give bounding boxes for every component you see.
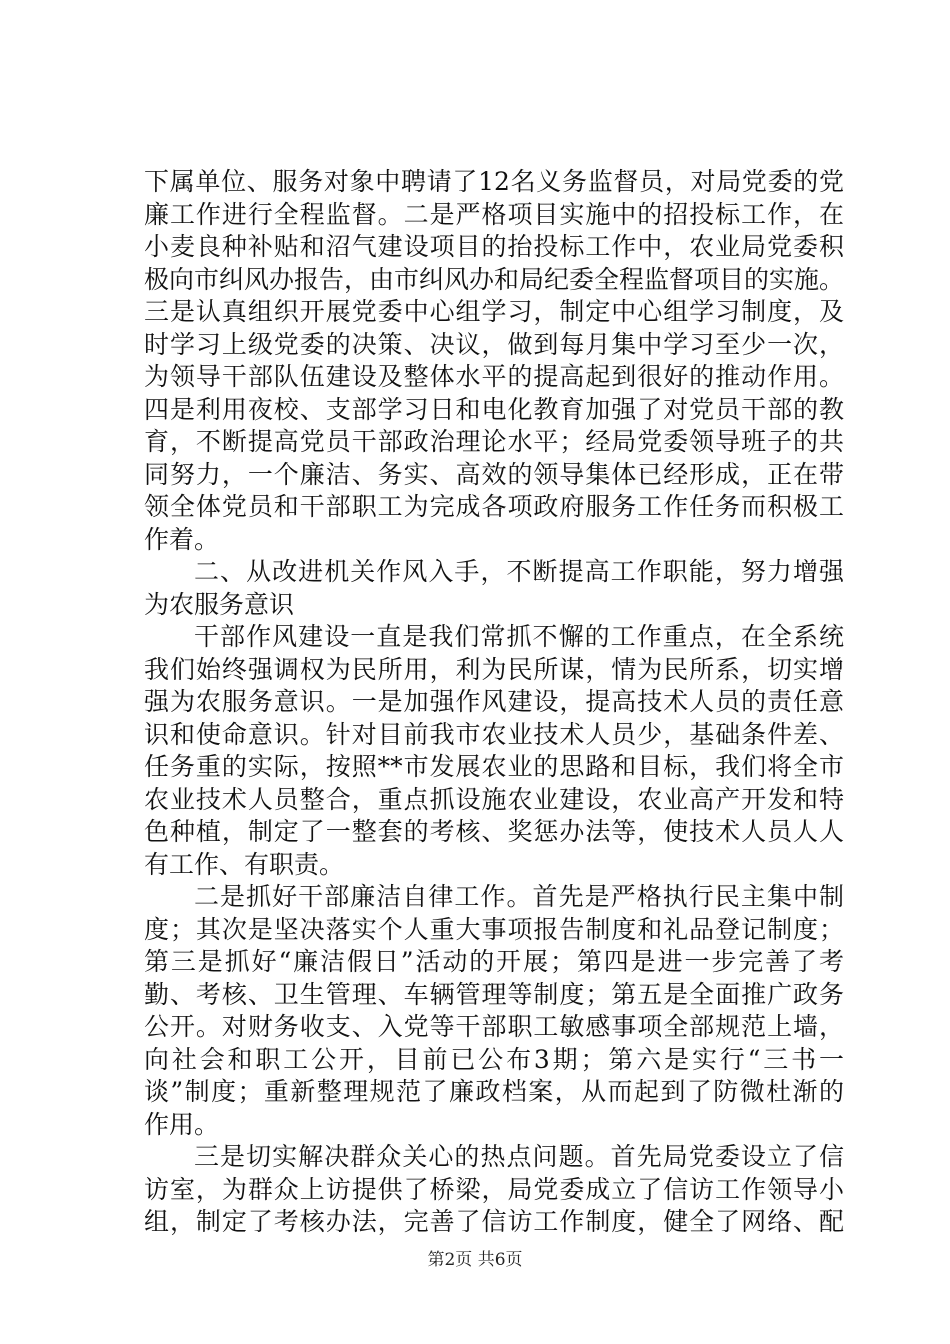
text-line: 色种植，制定了一整套的考核、奖惩办法等，使技术人员人人: [144, 817, 844, 846]
page-footer: 第2页 共6页: [427, 1250, 523, 1270]
text-line: 时学习上级党委的决策、决议，做到每月集中学习至少一次，: [144, 329, 844, 359]
text-line: 二是抓好干部廉洁自律工作。首先是严格执行民主集中制: [194, 882, 844, 911]
text-line: 同努力，一个廉洁、务实、高效的领导集体已经形成，正在带: [144, 459, 844, 489]
text-line: 三是认真组织开展党委中心组学习，制定中心组学习制度，及: [144, 297, 844, 326]
text-line: 为农服务意识: [144, 589, 295, 619]
text-line: 向社会和职工公开，目前已公布3期；第六是实行“三书一: [144, 1044, 844, 1074]
text-line: 强为农服务意识。一是加强作风建设，提高技术人员的责任意: [144, 687, 844, 716]
text-line: 农业技术人员整合，重点抓设施农业建设，农业高产开发和特: [144, 784, 844, 814]
text-line: 勤、考核、卫生管理、车辆管理等制度；第五是全面推广政务: [144, 979, 844, 1009]
text-line: 二、从改进机关作风入手，不断提高工作职能，努力增强: [194, 557, 844, 586]
text-line: 廉工作进行全程监督。二是严格项目实施中的招投标工作，在: [144, 199, 844, 229]
text-line: 三是切实解决群众关心的热点问题。首先局党委设立了信: [194, 1142, 844, 1171]
text-line: 我们始终强调权为民所用，利为民所谋，情为民所系，切实增: [144, 654, 844, 684]
text-line: 四是利用夜校、支部学习日和电化教育加强了对党员干部的教: [144, 394, 844, 424]
text-line: 领全体党员和干部职工为完成各项政府服务工作任务而积极工: [144, 492, 844, 521]
text-line: 访室，为群众上访提供了桥梁，局党委成立了信访工作领导小: [144, 1174, 844, 1204]
text-line: 公开。对财务收支、入党等干部职工敏感事项全部规范上墙，: [144, 1012, 844, 1041]
text-line: 下属单位、服务对象中聘请了12名义务监督员，对局党委的党: [144, 167, 844, 196]
document-body: [144, 166, 844, 1239]
text-line: 谈”制度；重新整理规范了廉政档案，从而起到了防微杜渐的: [144, 1077, 844, 1106]
text-line: 育，不断提高党员干部政治理论水平；经局党委领导班子的共: [144, 427, 844, 456]
text-line: 小麦良种补贴和沼气建设项目的抬投标工作中，农业局党委积: [144, 232, 844, 261]
text-line: 极向市纠风办报告，由市纠风办和局纪委全程监督项目的实施。: [144, 264, 845, 294]
text-line: 作用。: [144, 1109, 220, 1139]
text-line: 有工作、有职责。: [144, 849, 345, 879]
text-line: 识和使命意识。针对目前我市农业技术人员少，基础条件差、: [144, 719, 844, 749]
text-line: 为领导干部队伍建设及整体水平的提高起到很好的推动作用。: [144, 362, 844, 391]
text-line: 第三是抓好“廉洁假日”活动的开展；第四是进一步完善了考: [144, 947, 844, 976]
text-line: 任务重的实际，按照**市发展农业的思路和目标，我们将全市: [144, 752, 844, 781]
text-line: 干部作风建设一直是我们常抓不懈的工作重点，在全系统: [194, 622, 844, 651]
text-line: 度；其次是坚决落实个人重大事项报告制度和礼品登记制度；: [144, 914, 844, 944]
text-line: 作着。: [144, 524, 220, 554]
text-line: 组，制定了考核办法，完善了信访工作制度，健全了网络、配: [144, 1207, 844, 1236]
